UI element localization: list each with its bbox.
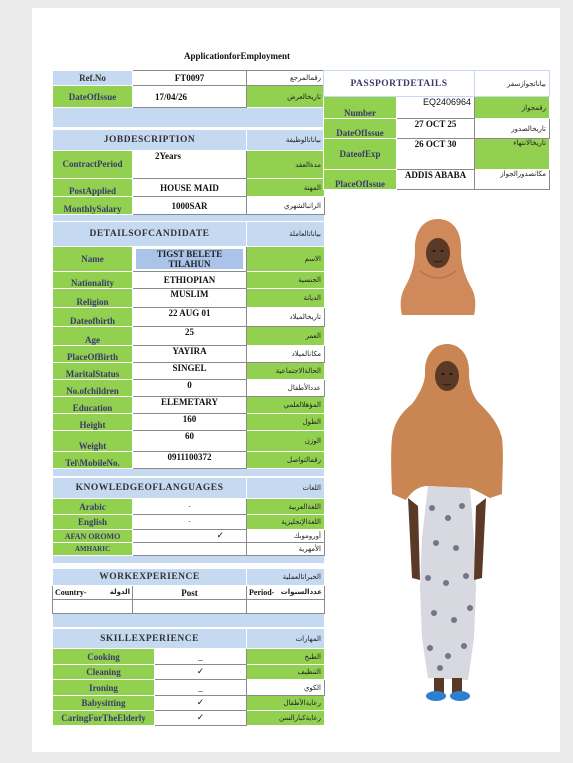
- skills-header-ar: المهارات: [247, 629, 325, 649]
- job-row-label-ar: مدةالعقد: [247, 151, 325, 179]
- spacer-row: [53, 556, 325, 564]
- language-label: AFAN OROMO: [53, 530, 133, 543]
- candidate-row-value: 25: [133, 327, 247, 346]
- ref-date-label-ar: تاريخالعرض: [247, 86, 325, 108]
- passport-header: PASSPORTDETAILS: [324, 71, 475, 97]
- candidate-row-value: ETHIOPIAN: [133, 272, 247, 289]
- skill-value: ✓: [155, 711, 247, 726]
- candidate-row-label: Dateofbirth: [53, 308, 133, 327]
- candidate-row-label-ar: المؤهلالعلمي: [247, 397, 325, 414]
- passport-header-ar: بياناتجوازسفر: [475, 71, 550, 97]
- candidate-name-label-ar: الاسم: [247, 247, 325, 272]
- skill-value: _: [155, 680, 247, 696]
- passport-row-value: 26 OCT 30: [397, 139, 475, 170]
- candidate-row-label: Age: [53, 327, 133, 346]
- application-form: [32, 8, 560, 752]
- candidate-header-ar: بياناتالعاملة: [247, 222, 325, 247]
- candidate-name-label: Name: [53, 247, 133, 272]
- country-col-label: Country-: [55, 588, 87, 597]
- passport-row-label-ar: تاريخالصدور: [475, 119, 550, 139]
- candidate-row-label-ar: مكانالميلاد: [247, 346, 325, 363]
- passport-row-value: EQ2406964: [397, 97, 475, 119]
- candidate-row-label: No.ofchildren: [53, 380, 133, 397]
- ref-table: [52, 70, 325, 128]
- candidate-row-label-ar: رقمالتواصل: [247, 452, 325, 469]
- skill-value: _: [155, 649, 247, 665]
- job-row-value: 2Years: [133, 151, 247, 179]
- candidate-row-value: 22 AUG 01: [133, 308, 247, 327]
- experience-cell: [247, 600, 325, 614]
- skill-label-ar: الكوي: [247, 680, 325, 696]
- language-label: Arabic: [53, 499, 133, 515]
- language-label-ar: اللغةالإنجليزية: [247, 515, 325, 530]
- candidate-row-label-ar: الجنسية: [247, 272, 325, 289]
- passport-row-value: ADDIS ABABA: [397, 170, 475, 190]
- post-col-label: Post: [133, 586, 247, 600]
- candidate-row-label: Tel\MobileNo.: [53, 452, 133, 469]
- candidate-table: [52, 221, 325, 477]
- job-row-label: MonthlySalary: [53, 197, 133, 215]
- candidate-row-value: 60: [133, 431, 247, 452]
- languages-table: [52, 477, 325, 564]
- spacer-row: [53, 614, 325, 628]
- language-value: -: [133, 515, 247, 530]
- language-value: ✓: [133, 530, 247, 543]
- ref-label-ar: رقمالمرجع: [247, 71, 325, 86]
- ref-label: Ref.No: [53, 71, 133, 86]
- passport-row-label-ar: رقمجواز: [475, 97, 550, 119]
- skills-header: SKILLEXPERIENCE: [53, 629, 247, 649]
- skill-label: Babysitting: [53, 696, 155, 711]
- candidate-header: DETAILSOFCANDIDATE: [53, 222, 247, 247]
- languages-header: KNOWLEDGEOFLANGUAGES: [53, 478, 247, 499]
- skill-label-ar: الطبخ: [247, 649, 325, 665]
- candidate-row-label: Weight: [53, 431, 133, 452]
- skill-value: ✓: [155, 665, 247, 680]
- portrait-photo: [398, 215, 478, 315]
- experience-cell: [133, 600, 247, 614]
- job-row-value: 1000SAR: [133, 197, 247, 215]
- full-body-photo: [362, 338, 532, 710]
- candidate-row-label-ar: العمر: [247, 327, 325, 346]
- candidate-row-label-ar: الطول: [247, 414, 325, 431]
- experience-header-ar: الخبراتالعملية: [247, 569, 325, 586]
- job-row-label-ar: المهنة: [247, 179, 325, 197]
- job-row-label: ContractPeriod: [53, 151, 133, 179]
- ref-date-value: 17/04/26: [133, 86, 247, 108]
- candidate-row-value: SINGEL: [133, 363, 247, 380]
- skill-label: Cooking: [53, 649, 155, 665]
- passport-row-label: PlaceOfIssue: [324, 170, 397, 190]
- language-label-ar: الأمهرية: [247, 543, 325, 556]
- period-col-label: Period-: [249, 588, 275, 597]
- passport-row-label-ar: تاريخالانتهاء: [475, 139, 550, 170]
- candidate-row-label: Education: [53, 397, 133, 414]
- skill-label-ar: رعايةالأطفال: [247, 696, 325, 711]
- candidate-name-value: TIGST BELETE TILAHUN: [136, 249, 243, 269]
- period-col-label-ar: عددالسنوات: [280, 588, 322, 596]
- job-table: [52, 129, 325, 223]
- experience-header: WORKEXPERIENCE: [53, 569, 247, 586]
- experience-table: [52, 568, 325, 628]
- skill-label: CaringForTheElderly: [53, 711, 155, 726]
- passport-row-label: Number: [324, 97, 397, 119]
- job-header-ar: بياناتالوظيفة: [247, 130, 325, 151]
- candidate-row-label-ar: الوزن: [247, 431, 325, 452]
- language-value: [133, 543, 247, 556]
- candidate-row-label: Nationality: [53, 272, 133, 289]
- passport-row-value: 27 OCT 25: [397, 119, 475, 139]
- language-label-ar: اللغةالعربية: [247, 499, 325, 515]
- skill-label-ar: التنظيف: [247, 665, 325, 680]
- skill-value: ✓: [155, 696, 247, 711]
- languages-header-ar: اللغات: [247, 478, 325, 499]
- candidate-row-value: ELEMETARY: [133, 397, 247, 414]
- language-label: English: [53, 515, 133, 530]
- job-row-label-ar: الراتبالشهري: [247, 197, 325, 215]
- job-row-value: HOUSE MAID: [133, 179, 247, 197]
- skill-label: Cleaning: [53, 665, 155, 680]
- candidate-row-label: Religion: [53, 289, 133, 308]
- passport-table: [323, 70, 550, 190]
- language-label: AMHARIC: [53, 543, 133, 556]
- candidate-row-value: 0: [133, 380, 247, 397]
- spacer-row: [53, 108, 325, 128]
- candidate-row-label: Height: [53, 414, 133, 431]
- spacer-row: [53, 469, 325, 477]
- form-title: ApplicationforEmployment: [184, 51, 291, 61]
- job-row-label: PostApplied: [53, 179, 133, 197]
- candidate-row-value: MUSLIM: [133, 289, 247, 308]
- ref-value: FT0097: [133, 71, 247, 86]
- candidate-row-label-ar: عددالأطفال: [247, 380, 325, 397]
- ref-date-label: DateOfIssue: [53, 86, 133, 108]
- skill-label-ar: رعايةكبارالسن: [247, 711, 325, 726]
- candidate-row-value: YAYIRA: [133, 346, 247, 363]
- job-header: JOBDESCRIPTION: [53, 130, 247, 151]
- language-label-ar: أوروموبك: [247, 530, 325, 543]
- experience-cell: [53, 600, 133, 614]
- candidate-row-label-ar: تاريخالميلاد: [247, 308, 325, 327]
- skills-table: [52, 628, 325, 726]
- candidate-row-label: MaritalStatus: [53, 363, 133, 380]
- candidate-row-value: 0911100372: [133, 452, 247, 469]
- candidate-row-label: PlaceOfBirth: [53, 346, 133, 363]
- language-value: -: [133, 499, 247, 515]
- passport-row-label-ar: مكانصدورالجواز: [475, 170, 550, 190]
- candidate-row-value: 160: [133, 414, 247, 431]
- country-col-label-ar: الدولة: [109, 588, 130, 596]
- passport-row-label: DateOfIssue: [324, 119, 397, 139]
- candidate-row-label-ar: الديانة: [247, 289, 325, 308]
- passport-row-label: DateofExp: [324, 139, 397, 170]
- skill-label: Ironing: [53, 680, 155, 696]
- candidate-row-label-ar: الحالةالاجتماعية: [247, 363, 325, 380]
